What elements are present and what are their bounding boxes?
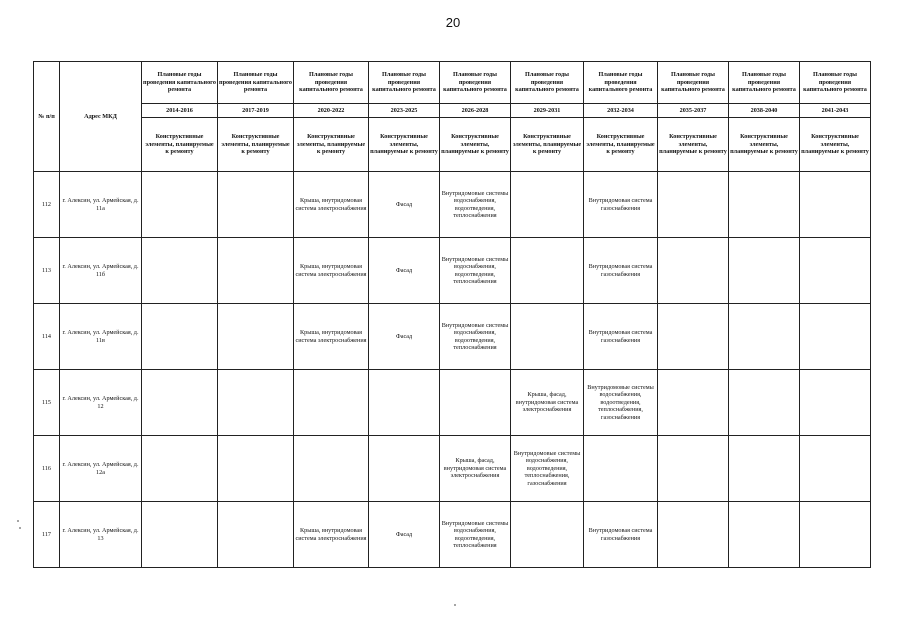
elements-header-cell: Конструктивные элементы, планируемые к ремонту bbox=[800, 118, 871, 172]
elements-header-cell: Конструктивные элементы, планируемые к ремонту bbox=[729, 118, 800, 172]
repair-cell: Крыша, внутридомовая система электроснабжения bbox=[294, 238, 369, 304]
repair-cell bbox=[729, 304, 800, 370]
table-row bbox=[34, 238, 871, 304]
repair-cell: Внутридомовые системы водоснабжения, водоотведения, теплоснабжения, газоснабжения bbox=[584, 370, 658, 436]
repair-cell bbox=[658, 238, 729, 304]
repair-cell: Крыша, фасад, внутридомовая система электроснабжения bbox=[511, 370, 584, 436]
scan-speck bbox=[19, 527, 21, 529]
elements-header-cell: Конструктивные элементы, планируемые к ремонту bbox=[294, 118, 369, 172]
repair-cell: Внутридомовая система газоснабжения bbox=[584, 238, 658, 304]
period-years: 2017-2019 bbox=[218, 104, 294, 118]
period-header-cell: Плановые годы проведения капитального ремонта bbox=[658, 62, 729, 104]
repair-cell bbox=[218, 436, 294, 502]
repair-cell bbox=[729, 370, 800, 436]
repair-cell bbox=[511, 238, 584, 304]
elements-header-row bbox=[34, 118, 871, 172]
repair-cell: Крыша, внутридомовая система электроснабжения bbox=[294, 172, 369, 238]
repair-cell: Внутридомовые системы водоснабжения, водоотведения, теплоснабжения bbox=[440, 172, 511, 238]
elements-header-cell: Конструктивные элементы, планируемые к ремонту bbox=[658, 118, 729, 172]
repair-cell: Внутридомовые системы водоснабжения, водоотведения, теплоснабжения bbox=[440, 304, 511, 370]
repair-cell bbox=[658, 370, 729, 436]
repair-cell bbox=[218, 502, 294, 568]
repair-cell bbox=[800, 304, 871, 370]
period-years: 2038-2040 bbox=[729, 104, 800, 118]
period-years: 2032-2034 bbox=[584, 104, 658, 118]
repair-cell bbox=[369, 370, 440, 436]
repair-cell bbox=[142, 502, 218, 568]
repair-cell bbox=[658, 172, 729, 238]
period-years: 2014-2016 bbox=[142, 104, 218, 118]
row-address: г. Алексин, ул. Армейская, д. 11в bbox=[60, 304, 142, 370]
repair-cell bbox=[294, 436, 369, 502]
repair-cell bbox=[584, 436, 658, 502]
row-number: 117 bbox=[34, 502, 60, 568]
repair-cell bbox=[800, 370, 871, 436]
years-header-row bbox=[34, 104, 871, 118]
repair-cell bbox=[142, 172, 218, 238]
repair-cell bbox=[800, 172, 871, 238]
table-row bbox=[34, 304, 871, 370]
repair-cell bbox=[511, 172, 584, 238]
row-number: 115 bbox=[34, 370, 60, 436]
repair-cell bbox=[729, 238, 800, 304]
repair-cell bbox=[142, 238, 218, 304]
repair-cell bbox=[218, 304, 294, 370]
table-row bbox=[34, 370, 871, 436]
row-address: г. Алексин, ул. Армейская, д. 12 bbox=[60, 370, 142, 436]
period-years: 2029-2031 bbox=[511, 104, 584, 118]
repair-cell bbox=[729, 502, 800, 568]
period-header-cell: Плановые годы проведения капитального ремонта bbox=[729, 62, 800, 104]
address-column-header: Адрес МКД bbox=[60, 62, 142, 172]
table-row bbox=[34, 436, 871, 502]
repair-cell: Фасад bbox=[369, 502, 440, 568]
row-number: 114 bbox=[34, 304, 60, 370]
repair-cell bbox=[729, 172, 800, 238]
period-years: 2035-2037 bbox=[658, 104, 729, 118]
table-row bbox=[34, 502, 871, 568]
row-address: г. Алексин, ул. Армейская, д. 11б bbox=[60, 238, 142, 304]
period-header-cell: Плановые годы проведения капитального ремонта bbox=[218, 62, 294, 104]
repair-cell: Внутридомовая система газоснабжения bbox=[584, 304, 658, 370]
repair-cell: Фасад bbox=[369, 238, 440, 304]
repair-cell bbox=[658, 304, 729, 370]
repair-cell: Внутридомовые системы водоснабжения, водоотведения, теплоснабжения bbox=[440, 502, 511, 568]
repair-cell bbox=[142, 304, 218, 370]
repair-cell: Внутридомовая система газоснабжения bbox=[584, 172, 658, 238]
period-header-row bbox=[34, 62, 871, 104]
scan-speck bbox=[17, 520, 19, 522]
repair-cell bbox=[511, 304, 584, 370]
elements-header-cell: Конструктивные элементы, планируемые к ремонту bbox=[584, 118, 658, 172]
number-column-header: № п/п bbox=[34, 62, 60, 172]
repair-cell bbox=[800, 238, 871, 304]
repair-cell bbox=[142, 370, 218, 436]
capital-repair-schedule-table bbox=[33, 61, 871, 568]
table-row bbox=[34, 172, 871, 238]
repair-cell bbox=[294, 370, 369, 436]
period-header-cell: Плановые годы проведения капитального ремонта bbox=[440, 62, 511, 104]
repair-cell: Крыша, внутридомовая система электроснабжения bbox=[294, 502, 369, 568]
repair-cell: Внутридомовые системы водоснабжения, водоотведения, теплоснабжения bbox=[440, 238, 511, 304]
period-header-cell: Плановые годы проведения капитального ремонта bbox=[584, 62, 658, 104]
repair-cell bbox=[658, 436, 729, 502]
row-number: 112 bbox=[34, 172, 60, 238]
repair-cell bbox=[800, 502, 871, 568]
period-header-cell: Плановые годы проведения капитального ремонта bbox=[142, 62, 218, 104]
row-number: 113 bbox=[34, 238, 60, 304]
period-header-cell: Плановые годы проведения капитального ремонта bbox=[294, 62, 369, 104]
period-years: 2020-2022 bbox=[294, 104, 369, 118]
period-header-cell: Плановые годы проведения капитального ремонта bbox=[800, 62, 871, 104]
row-address: г. Алексин, ул. Армейская, д. 12а bbox=[60, 436, 142, 502]
period-years: 2023-2025 bbox=[369, 104, 440, 118]
period-header-cell: Плановые годы проведения капитального ремонта bbox=[369, 62, 440, 104]
repair-cell bbox=[218, 238, 294, 304]
period-header-cell: Плановые годы проведения капитального ремонта bbox=[511, 62, 584, 104]
repair-cell: Внутридомовые системы водоснабжения, водоотведения, теплоснабжения, газоснабжения bbox=[511, 436, 584, 502]
repair-cell bbox=[511, 502, 584, 568]
row-number: 116 bbox=[34, 436, 60, 502]
period-years: 2026-2028 bbox=[440, 104, 511, 118]
page-number: 20 bbox=[445, 15, 461, 30]
row-address: г. Алексин, ул. Армейская, д. 11а bbox=[60, 172, 142, 238]
repair-cell bbox=[800, 436, 871, 502]
elements-header-cell: Конструктивные элементы, планируемые к ремонту bbox=[440, 118, 511, 172]
elements-header-cell: Конструктивные элементы, планируемые к ремонту bbox=[218, 118, 294, 172]
elements-header-cell: Конструктивные элементы, планируемые к ремонту bbox=[142, 118, 218, 172]
repair-cell: Внутридомовая система газоснабжения bbox=[584, 502, 658, 568]
repair-cell: Крыша, фасад, внутридомовая система электроснабжения bbox=[440, 436, 511, 502]
repair-cell bbox=[440, 370, 511, 436]
repair-cell bbox=[658, 502, 729, 568]
scan-speck bbox=[454, 604, 456, 606]
repair-cell: Крыша, внутридомовая система электроснабжения bbox=[294, 304, 369, 370]
elements-header-cell: Конструктивные элементы, планируемые к ремонту bbox=[511, 118, 584, 172]
row-address: г. Алексин, ул. Армейская, д. 13 bbox=[60, 502, 142, 568]
repair-cell bbox=[218, 172, 294, 238]
repair-cell bbox=[142, 436, 218, 502]
repair-cell bbox=[369, 436, 440, 502]
repair-cell: Фасад bbox=[369, 304, 440, 370]
repair-cell: Фасад bbox=[369, 172, 440, 238]
elements-header-cell: Конструктивные элементы, планируемые к ремонту bbox=[369, 118, 440, 172]
period-years: 2041-2043 bbox=[800, 104, 871, 118]
repair-cell bbox=[218, 370, 294, 436]
repair-cell bbox=[729, 436, 800, 502]
